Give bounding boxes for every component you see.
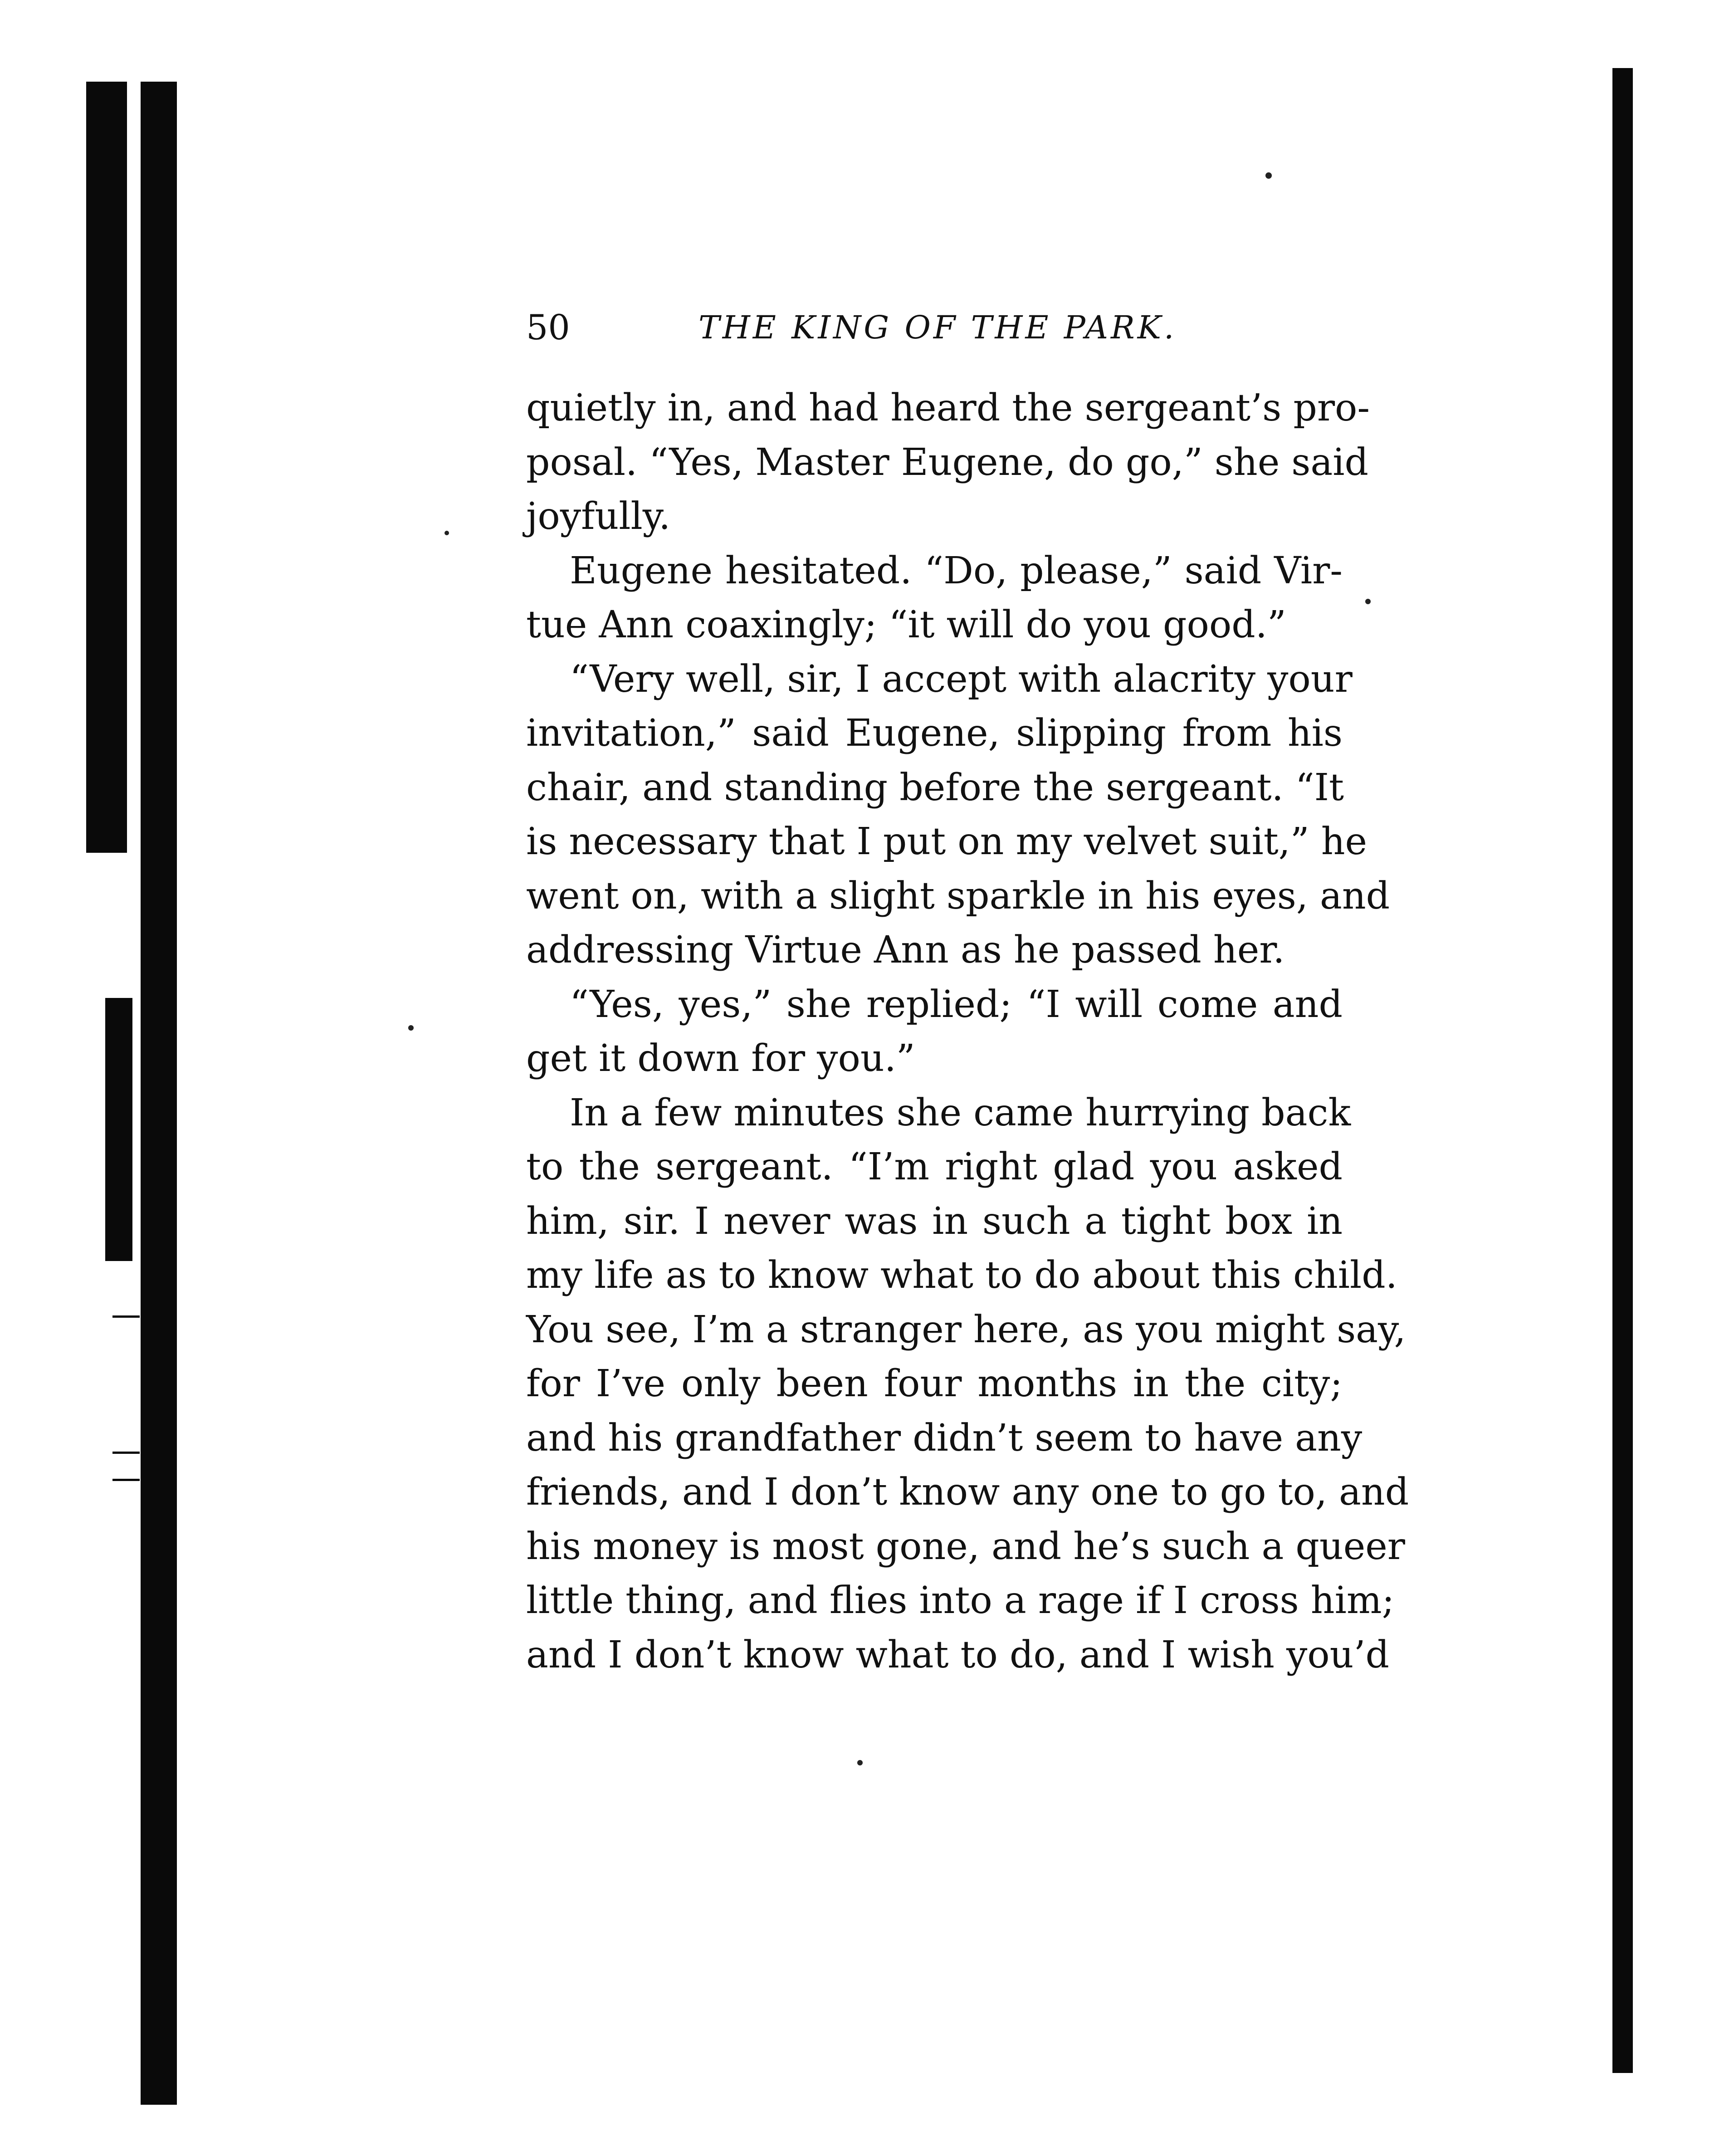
scan-speck (857, 1760, 863, 1765)
running-title: THE KING OF THE PARK. (698, 309, 1177, 346)
page-header (526, 299, 1343, 354)
text-line: addressing Virtue Ann as he passed her. (526, 929, 1285, 972)
left-scan-edge-bar-inner (141, 82, 177, 2105)
text-line: little thing, and flies into a rage if I cross him; (526, 1579, 1395, 1622)
text-line: is necessary that I put on my velvet suit,” he (526, 820, 1368, 863)
text-line: and I don’t know what to do, and I wish you’d (526, 1633, 1390, 1677)
text-line: and his grandfather didn’t seem to have any (526, 1416, 1363, 1460)
scan-speck (1365, 599, 1371, 604)
text-line: for I’ve only been four months in the city; (526, 1362, 1343, 1405)
text-line: chair, and standing before the sergeant. “It (526, 766, 1344, 809)
text-line: joyfully. (526, 495, 671, 538)
text-line: posal. “Yes, Master Eugene, do go,” she said (526, 440, 1368, 484)
text-line: friends, and I don’t know any one to go to, and (526, 1471, 1409, 1514)
text-line: tue Ann coaxingly; “it will do you good.” (526, 603, 1286, 646)
text-line: to the sergeant. “I’m right glad you asked (526, 1145, 1343, 1188)
text-line: quietly in, and had heard the sergeant’s pro- (526, 386, 1370, 430)
text-line: You see, I’m a stranger here, as you might say, (526, 1308, 1406, 1351)
right-scan-edge-bar (1612, 68, 1633, 2073)
page-number: 50 (526, 307, 570, 347)
scan-speck (444, 531, 449, 535)
text-line: went on, with a slight sparkle in his eyes, and (526, 874, 1390, 918)
text-line: him, sir. I never was in such a tight box in (526, 1199, 1343, 1243)
text-line: get it down for you.” (526, 1037, 915, 1080)
text-line: Eugene hesitated. “Do, please,” said Vir- (570, 549, 1343, 592)
text-line: “Very well, sir, I accept with alacrity your (570, 657, 1353, 701)
text-line: In a few minutes she came hurrying back (570, 1091, 1351, 1134)
text-line: invitation,” said Eugene, slipping from his (526, 712, 1343, 755)
left-scan-edge-tick-1 (112, 1315, 140, 1318)
left-scan-edge-tick-3 (112, 1479, 140, 1481)
scan-speck (408, 1025, 414, 1031)
text-line: his money is most gone, and he’s such a queer (526, 1525, 1405, 1568)
body-text (526, 381, 1409, 1682)
text-line: “Yes, yes,” she replied; “I will come and (570, 983, 1343, 1026)
left-scan-edge-tick-2 (112, 1452, 140, 1454)
left-scan-edge-bar-outer (86, 82, 127, 853)
text-line: my life as to know what to do about this child. (526, 1254, 1397, 1297)
scan-speck (1265, 172, 1272, 179)
left-scan-edge-bar-lower (105, 998, 132, 1261)
